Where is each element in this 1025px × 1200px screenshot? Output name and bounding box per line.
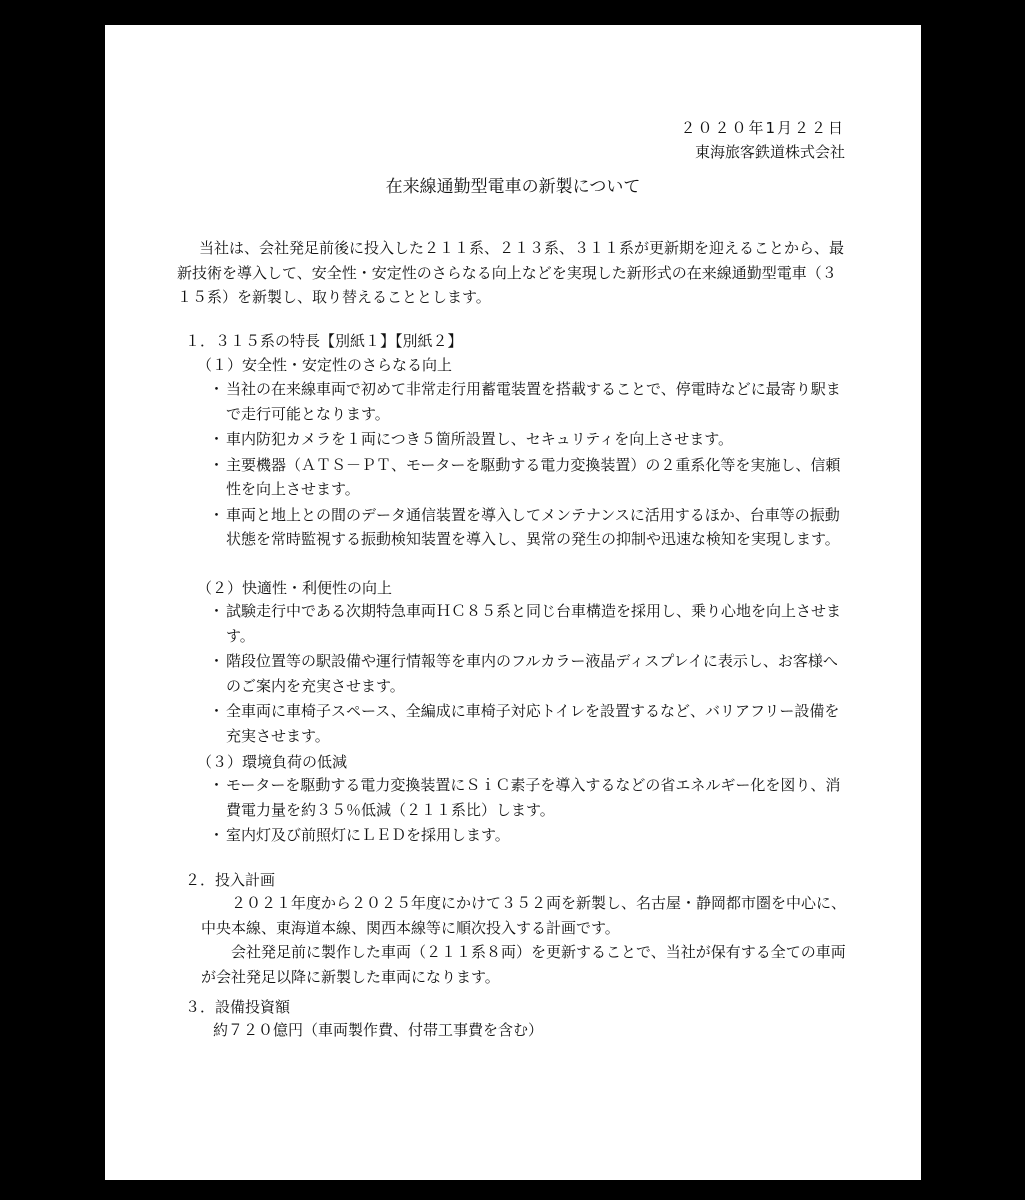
section2-paragraph: ２０２１年度から２０２５年度にかけて３５２両を新製し、名古屋・静岡都市圏を中心に、中央本線、東海道本線、関西本線等に順次投入する計画です。 <box>201 894 847 937</box>
investment-amount: 約７２０億円（車両製作費、付帯工事費を含む） <box>213 1021 544 1039</box>
list-item: ・ 試験走行中である次期特急車両ＨＣ８５系と同じ台車構造を採用し、乗り心地を向上させます。 <box>213 599 845 648</box>
document-date: ２０２０年1月２２日 <box>680 119 845 137</box>
sub1-list <box>213 377 845 553</box>
section1-heading: １．３１５系の特長【別紙１】【別紙２】 <box>185 332 463 350</box>
section1-sub3-heading: （３）環境負荷の低減 <box>197 753 348 771</box>
list-item: ・ 室内灯及び前照灯にＬＥＤを採用します。 <box>213 823 845 848</box>
list-item: ・ 車内防犯カメラを１両につき５箇所設置し、セキュリティを向上させます。 <box>213 427 845 452</box>
list-item: ・ 主要機器（ＡＴＳ－ＰＴ、モーターを駆動する電力変換装置）の２重系化等を実施し、信頼性を向上させます。 <box>213 453 845 502</box>
list-item: ・ 車両と地上との間のデータ通信装置を導入してメンテナンスに活用するほか、台車等の振動状態を常時監視する振動検知装置を導入し、異常の発生の抑制や迅速な検知を実現します。 <box>213 503 845 552</box>
document-title: 在来線通勤型電車の新製について <box>385 177 641 197</box>
section3-heading: ３．設備投資額 <box>185 998 291 1016</box>
list-item: ・ 当社の在来線車両で初めて非常走行用蓄電装置を搭載することで、停電時などに最寄り駅まで走行可能となります。 <box>213 377 845 426</box>
list-item: ・ モーターを駆動する電力変換装置にＳｉＣ素子を導入するなどの省エネルギー化を図り、消費電力量を約３５％低減（２１１系比）します。 <box>213 773 845 822</box>
section1-sub2-heading: （２）快適性・利便性の向上 <box>197 579 393 597</box>
document-page <box>105 25 921 1180</box>
list-item: ・ 全車両に車椅子スペース、全編成に車椅子対応トイレを設置するなど、バリアフリー設備を充実させます。 <box>213 699 845 748</box>
section2-paragraph: 会社発足前に製作した車両（２１１系８両）を更新することで、当社が保有する全ての車両が会社発足以降に新製した車両になります。 <box>201 943 846 986</box>
intro-paragraph: 当社は、会社発足前後に投入した２１１系、２１３系、３１１系が更新期を迎えることから、最新技術を導入して、安全性・安定性のさらなる向上などを実現した新形式の在来線通勤型電車（３１５系）を新製し、取り替えることとします。 <box>177 239 845 306</box>
company-name: 東海旅客鉄道株式会社 <box>694 143 845 161</box>
section1-sub1-heading: （１）安全性・安定性のさらなる向上 <box>197 356 453 374</box>
sub3-list <box>213 773 845 849</box>
list-item: ・ 階段位置等の駅設備や運行情報等を車内のフルカラー液晶ディスプレイに表示し、お客様へのご案内を充実させます。 <box>213 649 845 698</box>
sub2-list <box>213 599 845 749</box>
section2-heading: ２．投入計画 <box>185 871 276 889</box>
